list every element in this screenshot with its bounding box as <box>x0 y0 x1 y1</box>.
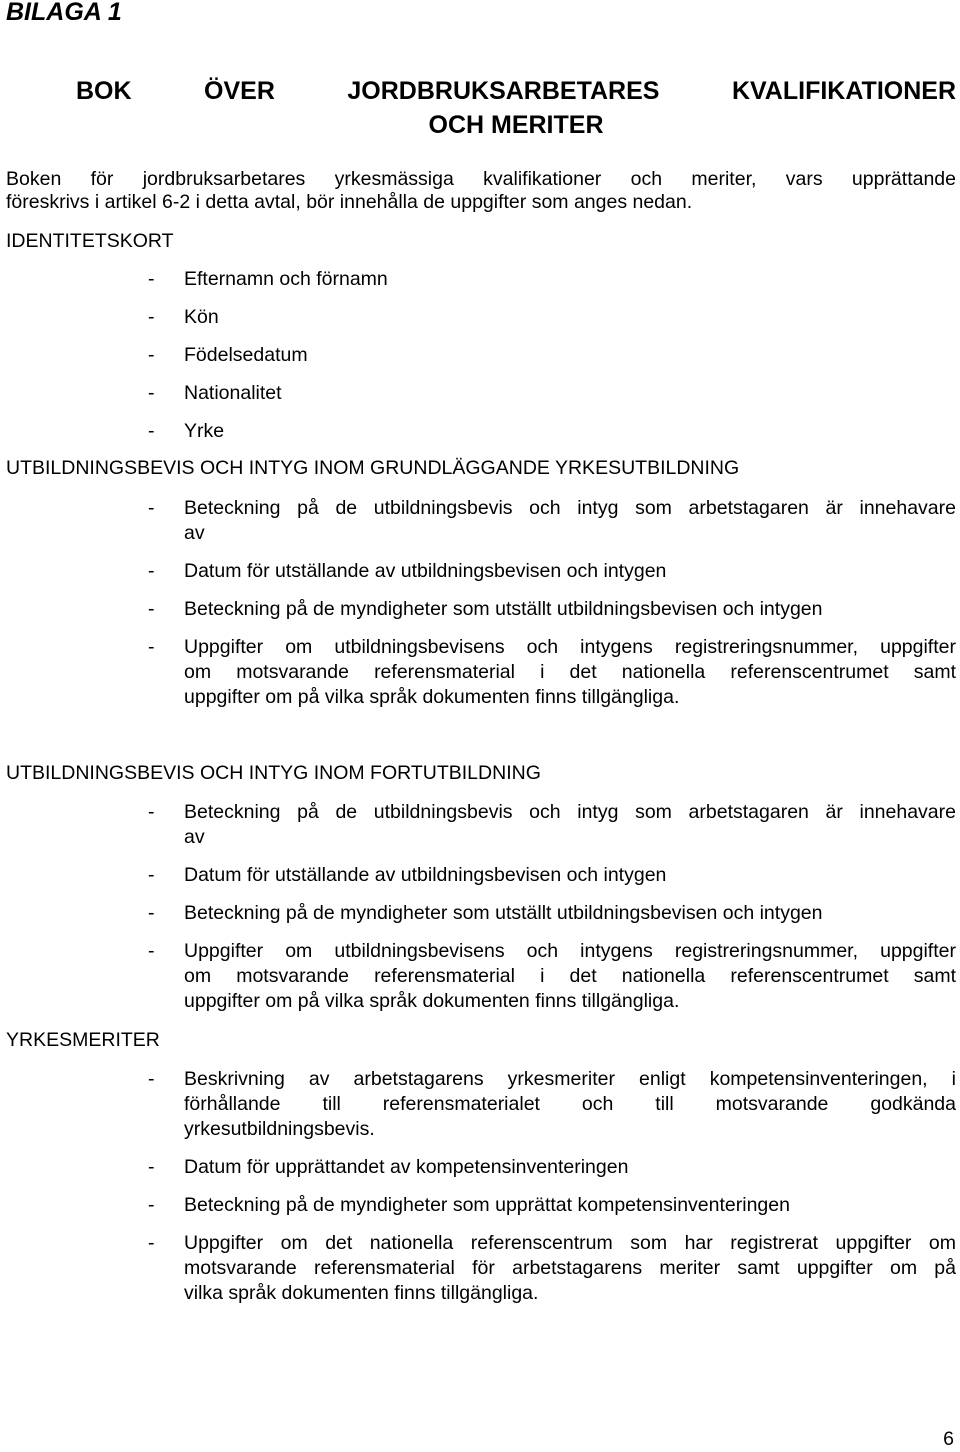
item-line: - Beteckning på de utbildningsbevis och intyg som arbetstagaren är innehavare <box>184 801 956 823</box>
annex-label: BILAGA 1 <box>6 0 122 26</box>
list-item: - Datum för upprättandet av kompetensinventeringen <box>148 1155 956 1180</box>
basic-training-list <box>148 496 956 710</box>
title-line-1 <box>76 74 956 108</box>
list-item: - Datum för utställande av utbildningsbevisen och intygen <box>148 559 956 584</box>
list-item: - Beteckning på de myndigheter som utställt utbildningsbevisen och intygen <box>148 901 956 926</box>
list-item: - Beteckning på de myndigheter som upprättat kompetensinventeringen <box>148 1193 956 1218</box>
intro-paragraph <box>6 168 956 214</box>
document-title <box>76 74 956 142</box>
further-training-list <box>148 800 956 1014</box>
identity-list <box>148 267 956 444</box>
list-item: - Kön <box>148 305 956 330</box>
list-item: - Födelsedatum <box>148 343 956 368</box>
list-item <box>148 1067 956 1142</box>
item-line: förhållande till referensmaterialet och till motsvarande godkända <box>184 1093 956 1115</box>
item-line: - Beskrivning av arbetstagarens yrkesmeriter enligt kompetensinventeringen, i <box>184 1068 956 1090</box>
item-line: uppgifter om på vilka språk dokumenten finns tillgängliga. <box>184 686 680 708</box>
professional-merits-list <box>148 1067 956 1306</box>
item-line: motsvarande referensmaterial för arbetstagarens meriter samt uppgifter om på <box>184 1257 956 1279</box>
title-line-2: OCH MERITER <box>428 111 604 139</box>
item-line: uppgifter om på vilka språk dokumenten finns tillgängliga. <box>184 990 680 1012</box>
list-item <box>148 800 956 850</box>
page-number: 6 <box>943 1428 954 1450</box>
section-heading-basic-training: UTBILDNINGSBEVIS OCH INTYG INOM GRUNDLÄGGANDE YRKESUTBILDNING <box>6 457 740 479</box>
list-item <box>148 496 956 546</box>
title-word: KVALIFIKATIONER <box>731 77 956 105</box>
title-word: BOK <box>76 77 132 105</box>
item-line: av <box>184 826 205 848</box>
intro-line: Boken för jordbruksarbetares yrkesmässiga kvalifikationer och meriter, vars upprättande <box>6 168 956 190</box>
list-item: - Nationalitet <box>148 381 956 406</box>
list-item: - Yrke <box>148 419 956 444</box>
item-line: om motsvarande referensmaterial i det nationella referenscentrumet samt <box>184 965 956 987</box>
item-line: - Beteckning på de utbildningsbevis och intyg som arbetstagaren är innehavare <box>184 497 956 519</box>
list-item: - Beteckning på de myndigheter som utställt utbildningsbevisen och intygen <box>148 597 956 622</box>
list-item <box>148 939 956 1014</box>
item-line: av <box>184 522 205 544</box>
item-line: - Uppgifter om utbildningsbevisens och intygens registreringsnummer, uppgifter <box>184 636 956 658</box>
intro-line: föreskrivs i artikel 6-2 i detta avtal, bör innehålla de uppgifter som anges nedan. <box>6 191 693 213</box>
list-item <box>148 1231 956 1306</box>
item-line: vilka språk dokumenten finns tillgängliga. <box>184 1282 539 1304</box>
item-line: - Uppgifter om det nationella referenscentrum som har registrerat uppgifter om <box>184 1232 956 1254</box>
section-heading-further-training: UTBILDNINGSBEVIS OCH INTYG INOM FORTUTBILDNING <box>6 762 541 784</box>
item-line: - Uppgifter om utbildningsbevisens och intygens registreringsnummer, uppgifter <box>184 940 956 962</box>
section-heading-identity: IDENTITETSKORT <box>6 230 174 252</box>
title-word: ÖVER <box>204 77 275 105</box>
list-item <box>148 635 956 710</box>
title-word: JORDBRUKSARBETARES <box>347 77 660 105</box>
section-heading-professional-merits: YRKESMERITER <box>6 1029 160 1051</box>
list-item: - Datum för utställande av utbildningsbevisen och intygen <box>148 863 956 888</box>
list-item: - Efternamn och förnamn <box>148 267 956 292</box>
item-line: om motsvarande referensmaterial i det nationella referenscentrumet samt <box>184 661 956 683</box>
item-line: yrkesutbildningsbevis. <box>184 1118 375 1140</box>
